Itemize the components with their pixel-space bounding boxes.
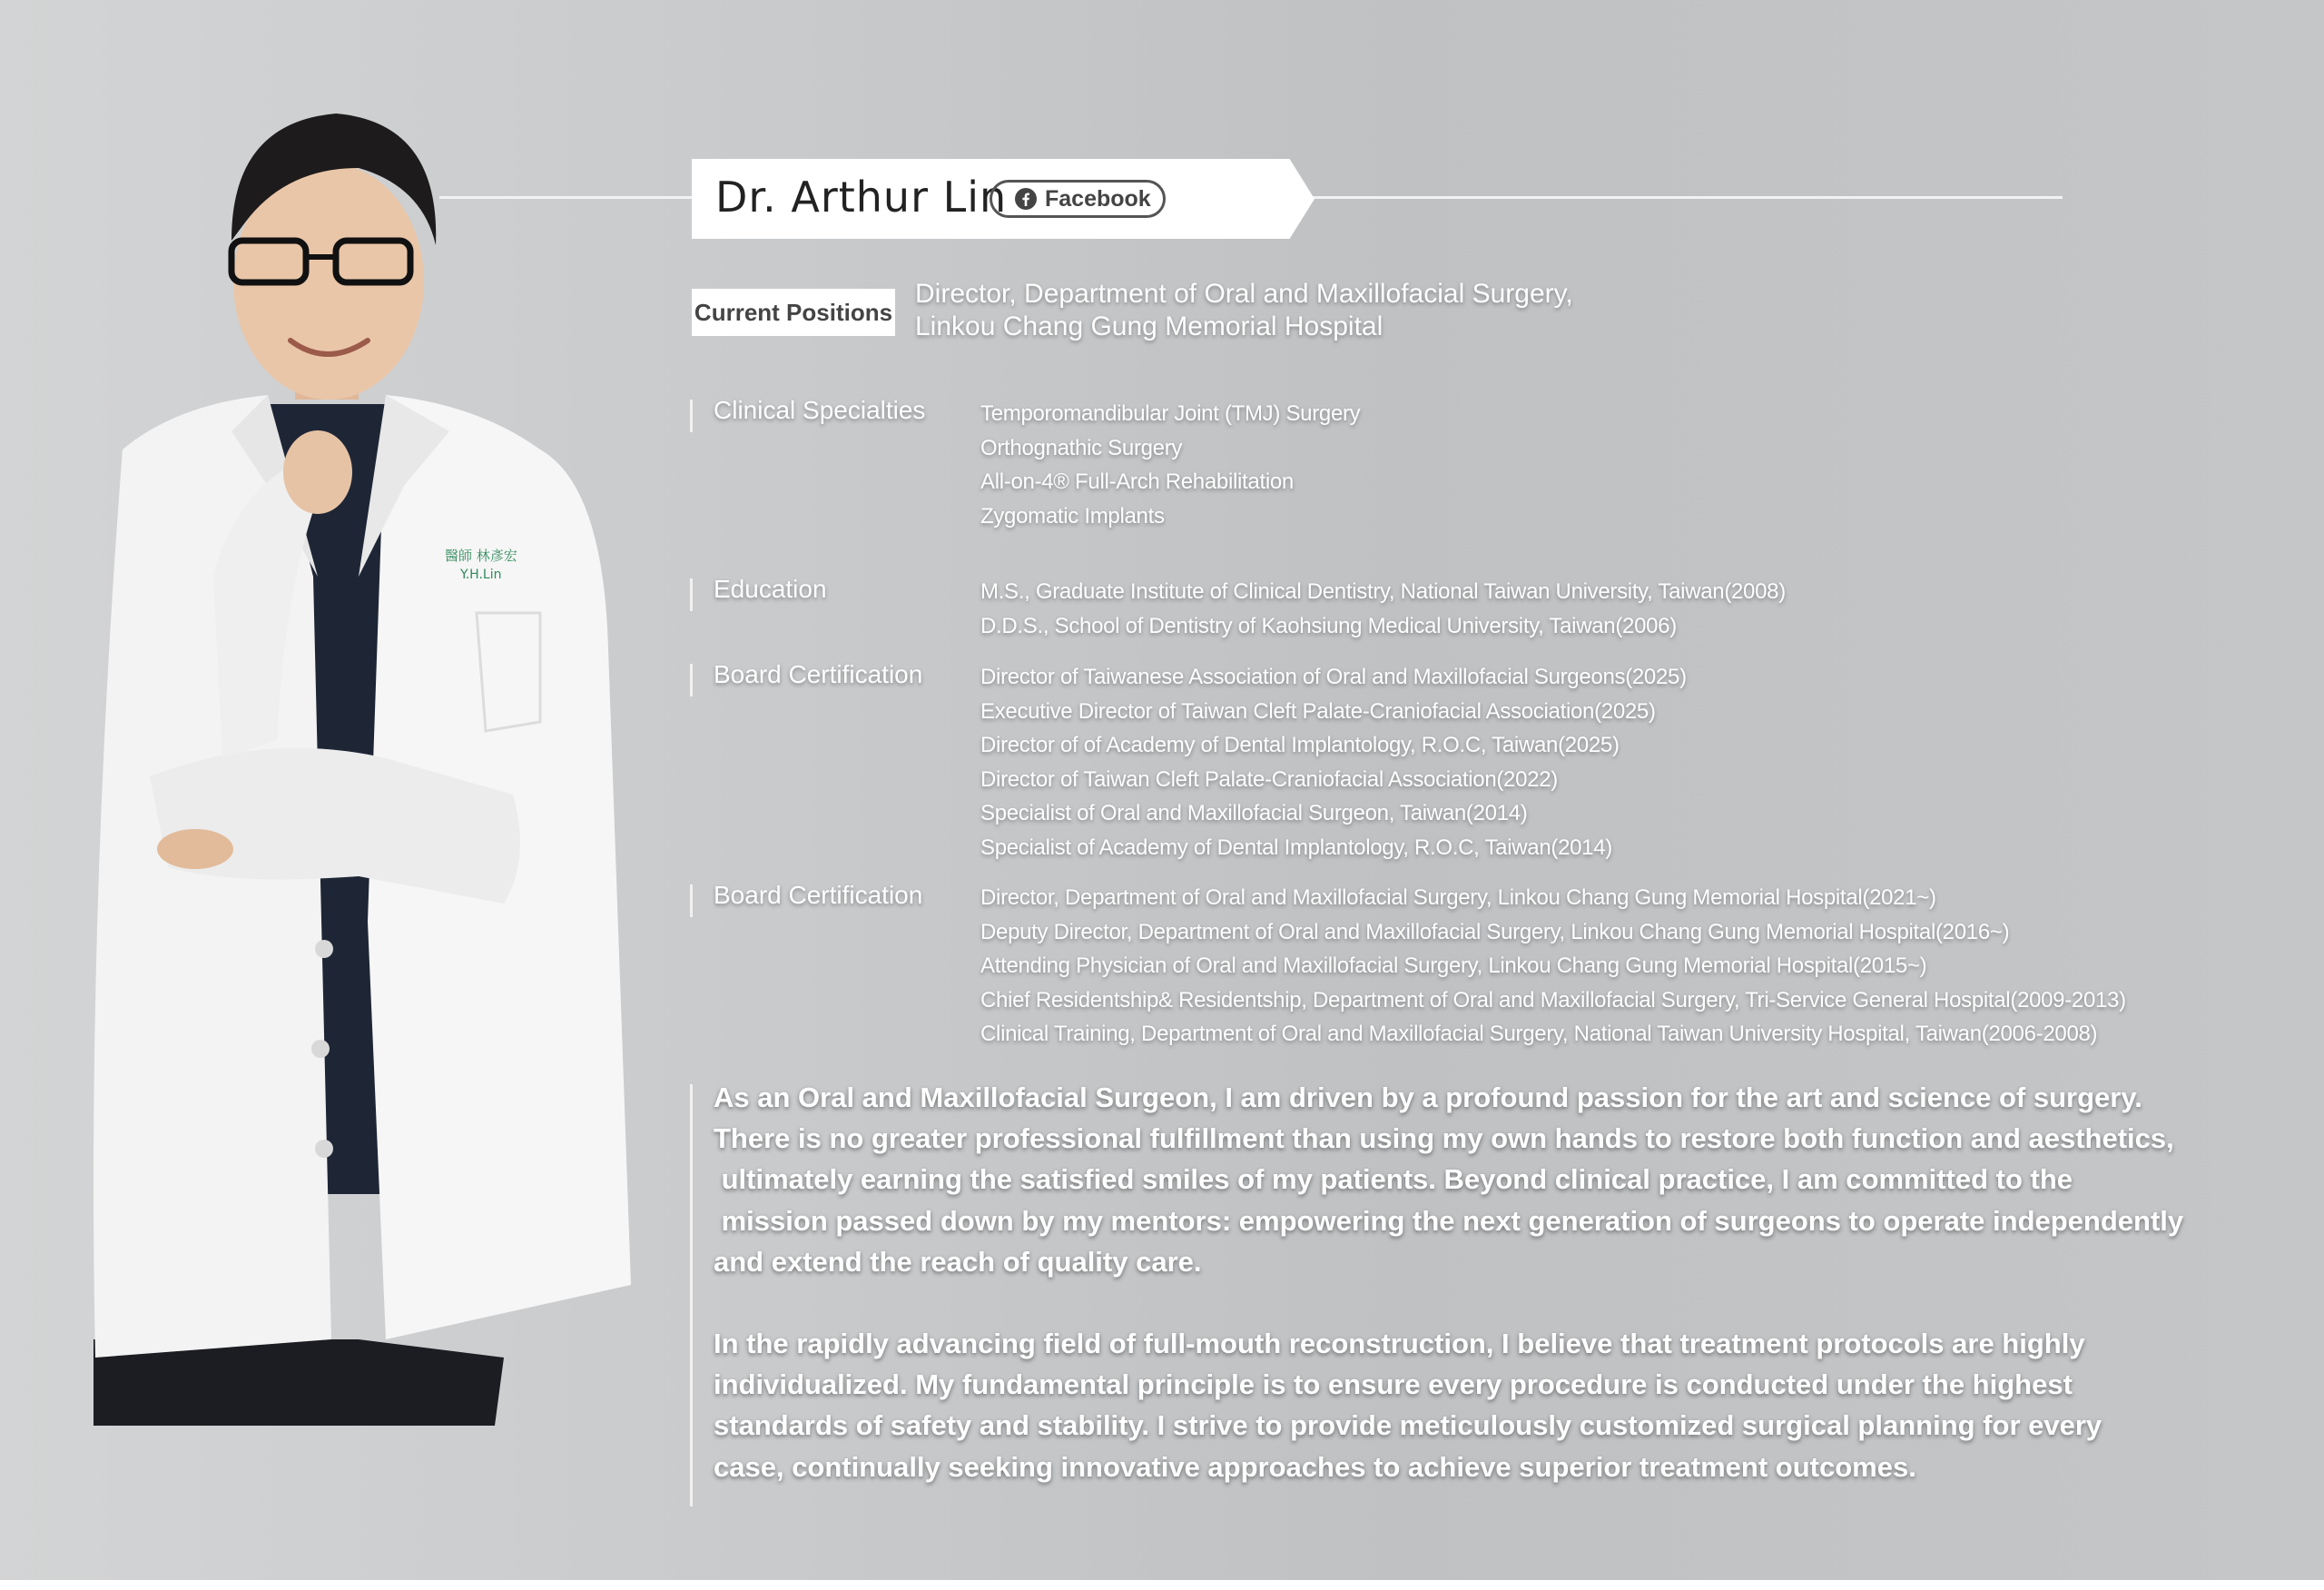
- header-rule-right: [1298, 196, 2063, 199]
- bio-line: In the rapidly advancing field of full-mouth reconstruction, I believe that treatment protocols are highly: [714, 1327, 2085, 1359]
- bio-line: individualized. My fundamental principle is to ensure every procedure is conducted under the highest: [714, 1368, 2073, 1401]
- section-label-education: Education: [714, 575, 827, 603]
- section-marker: [690, 400, 693, 432]
- paragraph-gap: [714, 1282, 2202, 1323]
- list-item: Orthognathic Surgery: [980, 435, 1183, 460]
- list-item: All-on-4® Full-Arch Rehabilitation: [980, 469, 1294, 494]
- section-label-clinical-specialties: Clinical Specialties: [714, 396, 926, 424]
- list-item: Clinical Training, Department of Oral and Maxillofacial Surgery, National Taiwan University Hospital, Taiwan(2006-2008): [980, 1022, 2098, 1046]
- facebook-label: Facebook: [1045, 185, 1151, 212]
- doctor-portrait: [86, 104, 640, 1426]
- header-rule-left: [439, 196, 694, 199]
- board-certification-list: [980, 660, 1687, 864]
- list-item: Temporomandibular Joint (TMJ) Surgery: [980, 401, 1361, 426]
- section-label-board-certification: Board Certification: [714, 660, 923, 688]
- bio-statement: [714, 1077, 2202, 1487]
- list-item: Deputy Director, Department of Oral and Maxillofacial Surgery, Linkou Chang Gung Memorial Hospital(2016~): [980, 919, 2010, 944]
- section-marker: [690, 664, 693, 696]
- bottom-band: [0, 1580, 2324, 1590]
- current-position-line: Linkou Chang Gung Memorial Hospital: [915, 311, 1384, 341]
- list-item: Chief Residentship& Residentship, Department of Oral and Maxillofacial Surgery, Tri-Service General Hospital(2009-2013): [980, 987, 2126, 1012]
- list-item: Attending Physician of Oral and Maxillofacial Surgery, Linkou Chang Gung Memorial Hospital(2015~): [980, 953, 1927, 978]
- list-item: M.S., Graduate Institute of Clinical Dentistry, National Taiwan University, Taiwan(2008): [980, 579, 1786, 604]
- bio-line: case, continually seeking innovative approaches to achieve superior treatment outcomes.: [714, 1450, 1916, 1483]
- list-item: Specialist of Academy of Dental Implantology, R.O.C, Taiwan(2014): [980, 835, 1612, 860]
- coat-name-latin: Y.H.Lin: [460, 568, 502, 582]
- clinical-specialties-list: [980, 397, 1360, 533]
- bio-line: mission passed down by my mentors: empowering the next generation of surgeons to operate independently: [714, 1204, 2184, 1237]
- section-marker: [690, 578, 693, 611]
- bio-marker: [690, 1084, 693, 1506]
- facebook-icon: [1014, 187, 1038, 211]
- section-marker: [690, 884, 693, 917]
- bio-line: ultimately earning the satisfied smiles of my patients. Beyond clinical practice, I am committed to the: [714, 1163, 2073, 1196]
- list-item: D.D.S., School of Dentistry of Kaohsiung Medical University, Taiwan(2006): [980, 613, 1677, 638]
- list-item: Executive Director of Taiwan Cleft Palate-Craniofacial Association(2025): [980, 698, 1656, 724]
- list-item: Specialist of Oral and Maxillofacial Surgeon, Taiwan(2014): [980, 801, 1528, 825]
- list-item: Director of Taiwanese Association of Oral and Maxillofacial Surgeons(2025): [980, 665, 1687, 689]
- bio-line: As an Oral and Maxillofacial Surgeon, I am driven by a profound passion for the art and science of surgery.: [714, 1081, 2142, 1113]
- bio-line: There is no greater professional fulfillment than using my own hands to restore both function and aesthetics,: [714, 1122, 2174, 1155]
- doctor-name: Dr. Arthur Lin: [715, 173, 1008, 222]
- list-item: Director, Department of Oral and Maxillofacial Surgery, Linkou Chang Gung Memorial Hospital(2021~): [980, 885, 1936, 910]
- coat-name-embroidery: 醫師 林彥宏: [445, 548, 517, 564]
- section-label-board-certification: Board Certification: [714, 881, 923, 909]
- bio-line: and extend the reach of quality care.: [714, 1245, 1202, 1278]
- list-item: Director of of Academy of Dental Implantology, R.O.C, Taiwan(2025): [980, 733, 1620, 757]
- list-item: Director of Taiwan Cleft Palate-Craniofacial Association(2022): [980, 766, 1558, 792]
- facebook-button[interactable]: [990, 180, 1166, 218]
- experience-list: [980, 881, 2126, 1052]
- current-positions-text: [915, 278, 1573, 343]
- current-positions-badge: Current Positions: [692, 289, 895, 336]
- bio-line: standards of safety and stability. I strive to provide meticulously customized surgical planning for every: [714, 1409, 2102, 1442]
- current-position-line: Director, Department of Oral and Maxillofacial Surgery,: [915, 279, 1573, 309]
- list-item: Zygomatic Implants: [980, 503, 1165, 528]
- education-list: [980, 575, 1786, 643]
